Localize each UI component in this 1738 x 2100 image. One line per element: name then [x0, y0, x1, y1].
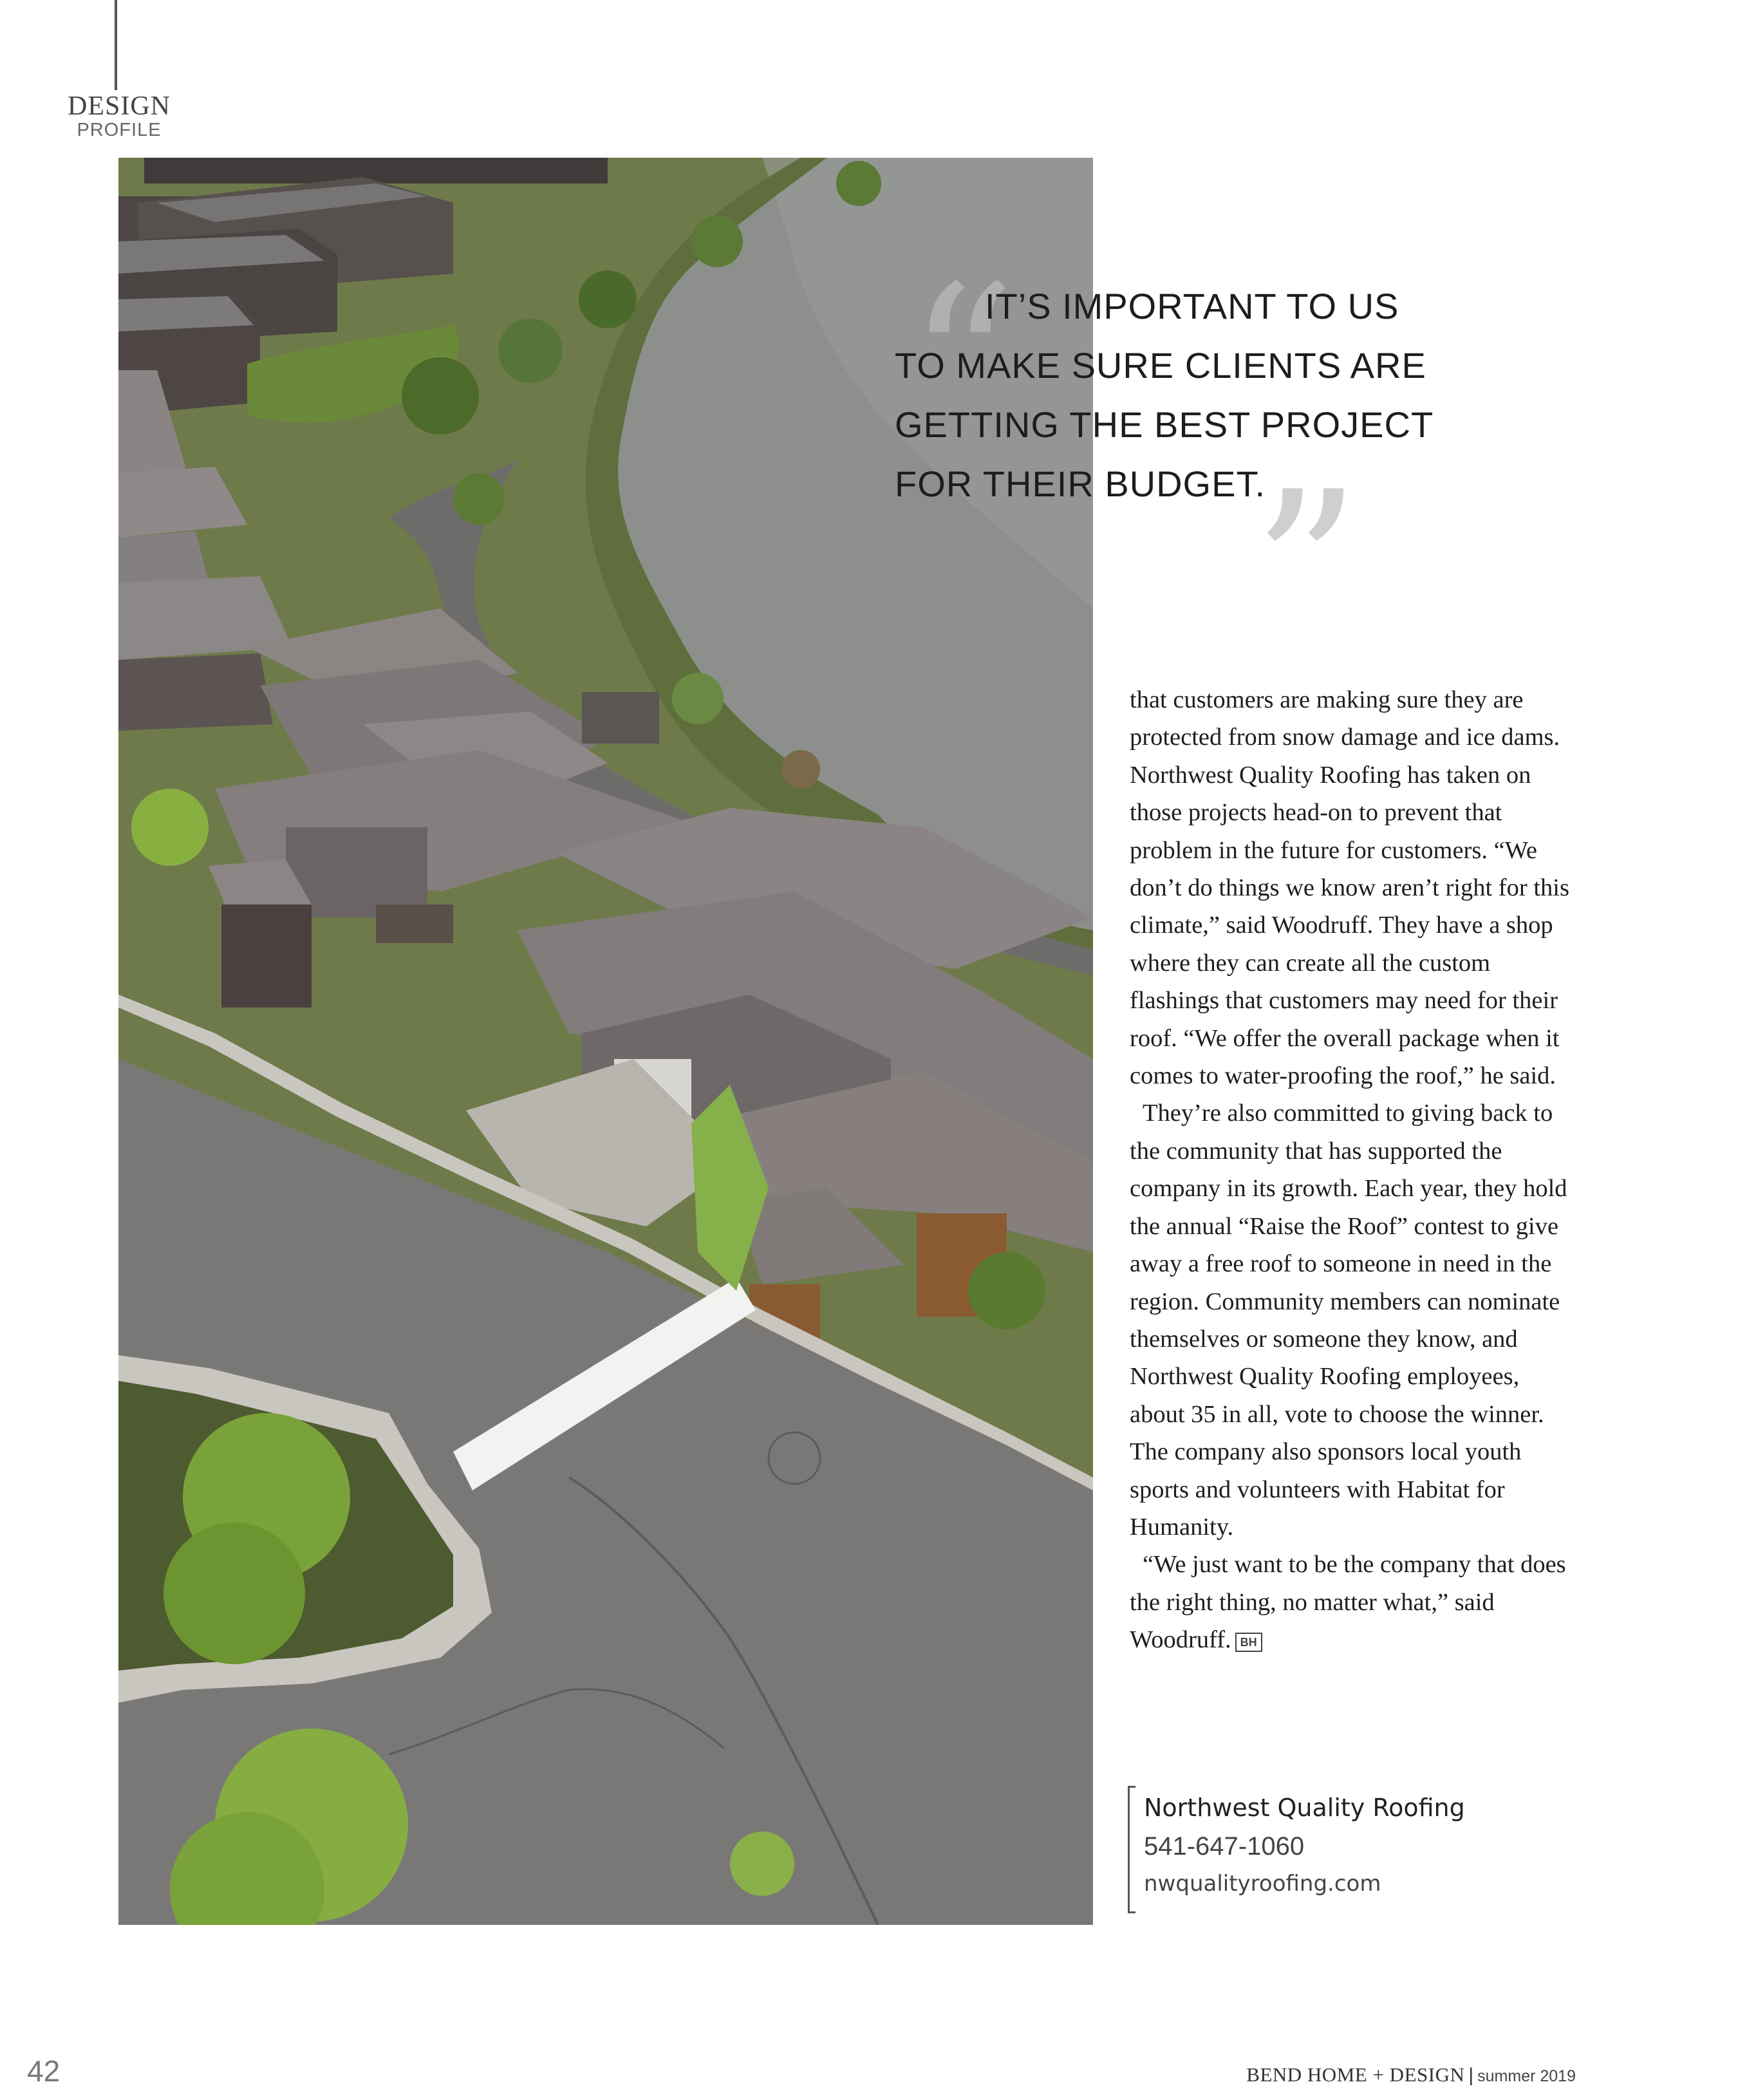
contact-block	[1128, 1786, 1514, 1915]
footer	[1246, 2063, 1576, 2086]
pull-quote-line: GETTING THE BEST PROJECT	[895, 404, 1434, 445]
article-paragraph-text: “We just want to be the company that does the right thing, no matter what,” said Woodruff.	[1130, 1551, 1566, 1654]
pull-quote-line: IT’S IMPORTANT TO US	[985, 286, 1399, 326]
article-paragraph: They’re also committed to giving back to the community that has supported the company in its growth. Each year, they hold the annual “Raise the Roof” contest to give away a free roof to someone in need in the region. Community members can nominate themselves or someone they know, and Northwest Quality Roofing employees, about 35 in all, vote to choose the winner. The company also sponsors local youth sports and volunteers with Habitat for Humanity.	[1130, 1100, 1567, 1541]
section-label	[64, 93, 174, 140]
close-quote-mark-icon: ”	[1252, 446, 1361, 693]
pull-quote-line: TO MAKE SURE CLIENTS ARE	[895, 345, 1426, 386]
pull-quote-text	[895, 277, 1474, 514]
section-label-profile: PROFILE	[77, 120, 162, 140]
article-paragraph	[1130, 1546, 1580, 1658]
publication-name: BEND HOME + DESIGN	[1246, 2063, 1465, 2086]
company-phone: 541-647-1060	[1144, 1832, 1305, 1861]
footer-separator: |	[1468, 2065, 1474, 2086]
company-name: Northwest Quality Roofing	[1144, 1794, 1465, 1822]
header-rule	[115, 0, 117, 90]
article-body	[1130, 681, 1580, 1659]
page-number: 42	[27, 2054, 61, 2088]
issue-label: summer 2019	[1477, 2067, 1576, 2085]
end-mark-icon: BH	[1235, 1633, 1262, 1652]
company-website: nwqualityroofing.com	[1144, 1871, 1381, 1897]
pull-quote	[895, 240, 1474, 693]
contact-bracket	[1128, 1786, 1135, 1913]
section-label-design: DESIGN	[68, 91, 171, 121]
open-quote-mark-icon: “	[908, 240, 1016, 487]
pull-quote-line: FOR THEIR BUDGET.	[895, 464, 1266, 504]
article-paragraph: that customers are making sure they are protected from snow damage and ice dams. Northwest Quality Roofing has taken on those projects head-on to prevent that problem in the future for customers. “We don’t do things we know aren’t right for this climate,” said Woodruff. They have a shop where they can create all the custom flashings that customers may need for their roof. “We offer the overall package when it comes to water-proofing the roof,” he said.	[1130, 686, 1569, 1090]
